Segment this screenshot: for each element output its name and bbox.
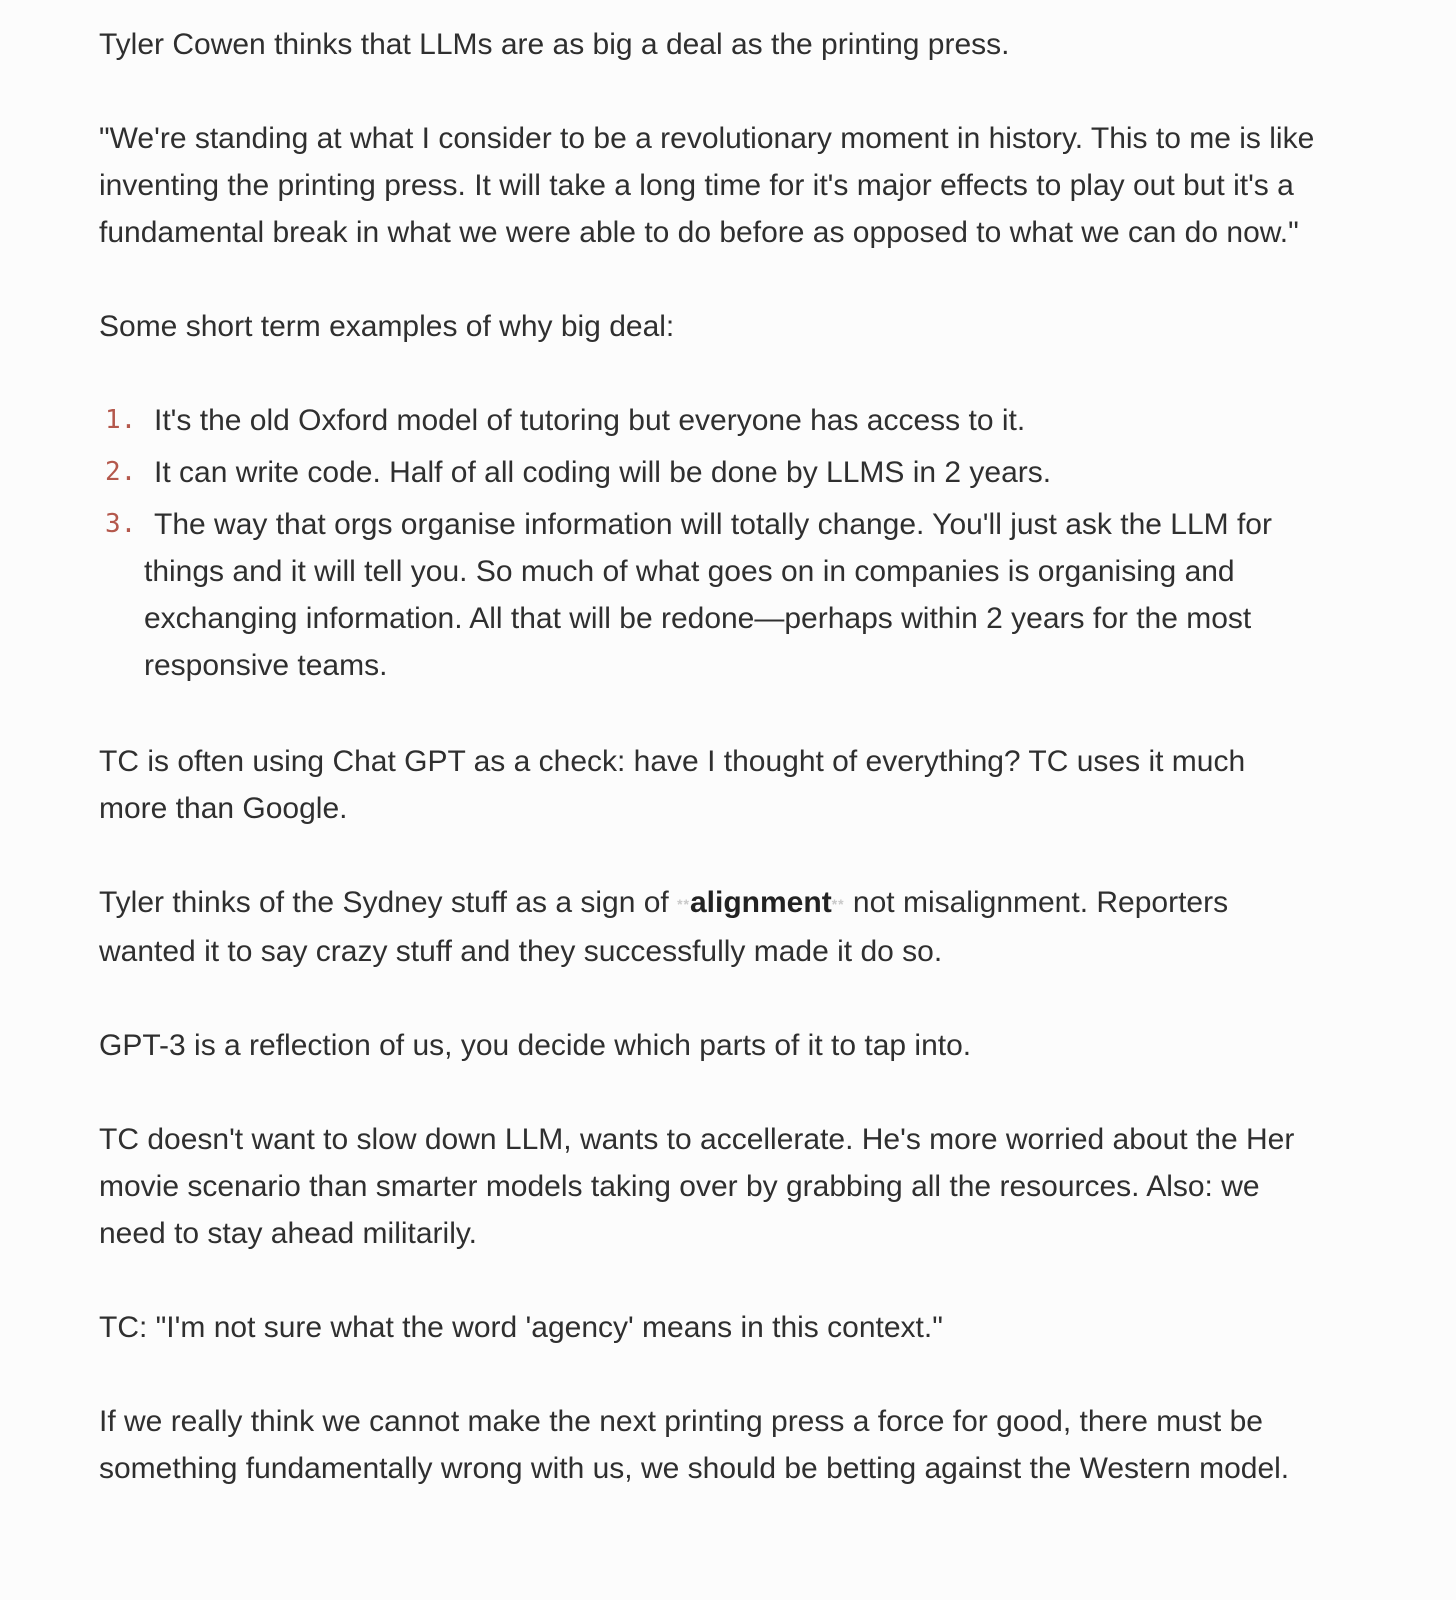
paragraph-accelerate: TC doesn't want to slow down LLM, wants to accellerate. He's more worried about the Her movie scenario than smarter models taking over by grabbing all the resources. Also: we need to stay ahead militarily. — [99, 1123, 1295, 1250]
bold-markdown-close: ** — [831, 896, 845, 912]
paragraph-gpt3: GPT-3 is a reflection of us, you decide which parts of it to tap into. — [99, 1029, 972, 1062]
list-item-text: It's the old Oxford model of tutoring but everyone has access to it. — [154, 404, 1026, 437]
paragraph-western-model: If we really think we cannot make the next printing press a force for good, there must be something fundamentally wrong with us, we should be betting against the Western model. — [99, 1405, 1290, 1485]
paragraph-intro: Tyler Cowen thinks that LLMs are as big a deal as the printing press. — [99, 28, 1010, 61]
list-item — [99, 449, 1319, 496]
list-number: 3. — [105, 509, 137, 539]
sydney-text-before: Tyler thinks of the Sydney stuff as a sign of — [99, 886, 678, 919]
paragraph-agency: TC: "I'm not sure what the word 'agency' means in this context." — [99, 1311, 943, 1344]
list-number: 2. — [105, 457, 137, 487]
paragraph-examples-heading: Some short term examples of why big deal: — [99, 310, 675, 343]
bold-markdown-open: ** — [677, 896, 690, 912]
paragraph-sydney — [99, 879, 1319, 975]
paragraph-quote: "We're standing at what I consider to be a revolutionary moment in history. This to me is like inventing the printing press. It will take a long time for it's major effects to play out but it's a fundamental break in what we were able to do before as opposed to what we can do now." — [99, 122, 1315, 249]
list-item — [99, 501, 1319, 689]
bold-alignment: alignment — [690, 886, 832, 919]
sydney-text-after: not misalignment. Reporters wanted it to say crazy stuff and they successfully made it do so. — [99, 886, 1229, 968]
list-item-text: It can write code. Half of all coding will be done by LLMS in 2 years. — [154, 456, 1052, 489]
paragraph-chatgpt-check: TC is often using Chat GPT as a check: have I thought of everything? TC uses it much more than Google. — [99, 745, 1246, 825]
list-number: 1. — [105, 405, 137, 435]
list-item — [99, 397, 1319, 444]
examples-list — [99, 397, 1319, 689]
list-item-text: The way that orgs organise information will totally change. You'll just ask the LLM for things and it will tell you. So much of what goes on in companies is organising and exchanging information. All that will be redone—perhaps within 2 years for the most responsive teams. — [144, 508, 1272, 682]
